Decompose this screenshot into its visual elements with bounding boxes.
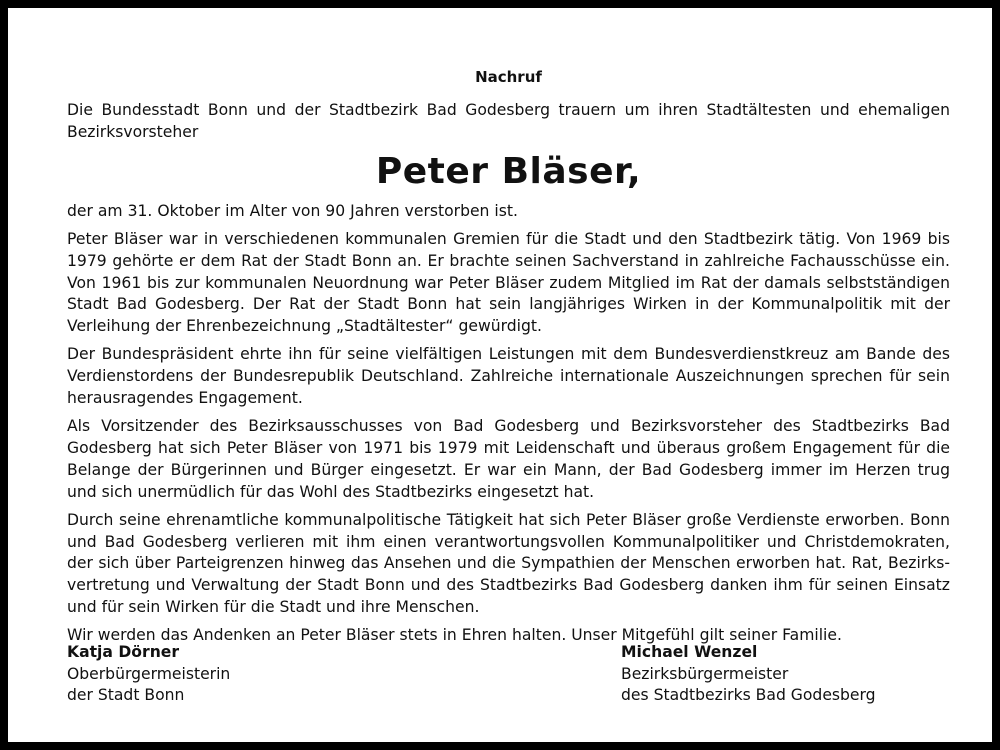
paragraph-remembrance: Wir werden das Andenken an Peter Bläser stets in Ehren halten. Unser Mitgefühl gilt seiner Familie. — [67, 626, 842, 645]
signature-right — [621, 642, 876, 707]
signature-block — [67, 642, 950, 712]
signer-affiliation: der Stadt Bonn — [67, 686, 185, 704]
signer-title: Oberbürgermeisterin — [67, 664, 231, 683]
signer-name: Katja Dörner — [67, 643, 180, 661]
paragraph-career: Peter Bläser war in verschiedenen kommunalen Gremien für die Stadt und den Stadtbezirk tätig. Von 1969 bis 1979 gehörte er dem Rat der Stadt Bonn an. Er brachte seinen Sachverstand in zahlreiche Fachausschüsse ein. Von 1961 bis zur kommunalen Neuordnung war Peter Bläser zudem Mitglied im Rat der damals selbstständigen Stadt Bad Godesberg. Der Rat der Stadt Bonn hat sein langjähriges Wirken in der Kommunalpolitik mit der Verleihung der Ehrenbezeichnung „Stadtältester“ gewürdigt. — [67, 229, 950, 336]
paragraph-bad-godesberg: Als Vorsitzender des Bezirksausschusses von Bad Godesberg und Bezirksvorsteher des Stadtbezirks Bad Godesberg hat sich Peter Bläser von 1971 bis 1979 mit Leidenschaft und überaus großem Engagement für die Belange der Bürgerinnen und Bürger eingesetzt. Er war ein Mann, der Bad Godesberg immer im Herzen trug und sich unermüdlich für das Wohl des Stadtbezirks eingesetzt hat. — [67, 416, 950, 501]
notice-heading: Nachruf — [475, 68, 542, 86]
signer-affiliation: des Stadtbezirks Bad Godesberg — [621, 686, 876, 704]
intro-text: Die Bundesstadt Bonn und der Stadtbezirk Bad Godesberg trauern um ihren Stadtältesten und ehemaligen Bezirksvorsteher — [67, 101, 950, 141]
deceased-name: Peter Bläser, — [375, 150, 642, 192]
paragraph-merits: Durch seine ehrenamtliche kommunalpolitische Tätigkeit hat sich Peter Bläser große Verdienste erworben. Bonn und Bad Godesberg verlieren mit ihm einen verantwortungsvollen Kommunalpolitiker und Christdemokraten, der sich über Parteigrenzen hinweg das Ansehen und die Sympathien der Menschen erworben hat. Rat, Bezirks-vertretung und Verwaltung der Stadt Bonn und des Stadtbezirks Bad Godesberg danken ihm für seinen Einsatz und für sein Wirken für die Stadt und ihre Menschen. — [67, 510, 950, 617]
paragraph-honors: Der Bundespräsident ehrte ihn für seine vielfältigen Leistungen mit dem Bundesverdienstkreuz am Bande des Verdienstordens der Bundesrepublik Deutschland. Zahlreiche internationale Auszeichnungen sprechen für sein herausragendes Engagement. — [67, 345, 950, 408]
obituary-body — [67, 66, 950, 647]
signer-name: Michael Wenzel — [621, 643, 758, 661]
signature-left — [67, 642, 230, 707]
signer-title: Bezirksbürgermeister — [621, 664, 789, 683]
death-line: der am 31. Oktober im Alter von 90 Jahren verstorben ist. — [67, 201, 518, 220]
